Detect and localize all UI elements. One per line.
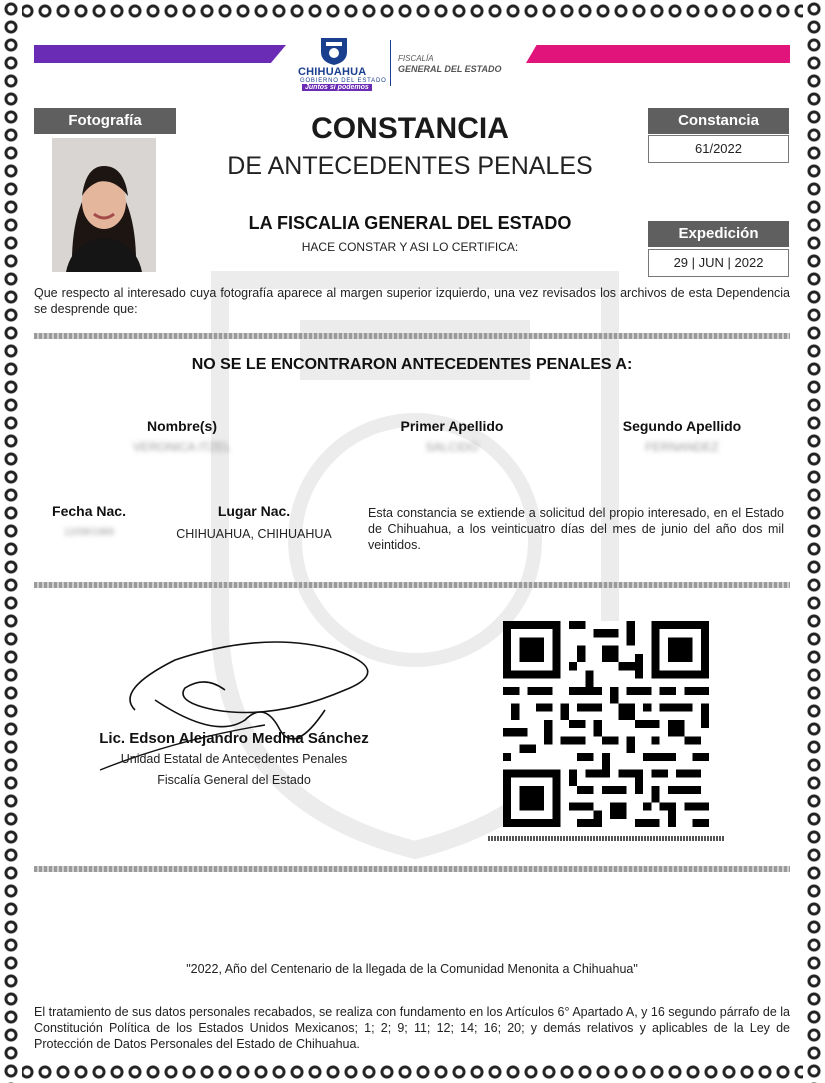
name-value: VERONICA ITZEL xyxy=(132,440,232,454)
certifies-text: HACE CONSTAR Y ASI LO CERTIFICA: xyxy=(301,240,519,254)
result-heading: NO SE LE ENCONTRARON ANTECEDENTES PENALES A: xyxy=(191,356,633,373)
decorative-border-bottom xyxy=(0,1061,825,1083)
second-surname-value: FERNANDEZ xyxy=(645,440,719,454)
constancia-label: Constancia xyxy=(648,108,789,134)
birth-place-value: CHIHUAHUA, CHIHUAHUA xyxy=(176,527,332,541)
logo-state-name: CHIHUAHUA xyxy=(298,66,367,78)
logo-divider xyxy=(390,40,391,86)
logo-slogan: Juntos sí podemos xyxy=(302,84,372,91)
header-purple-bar xyxy=(34,45,286,63)
extension-paragraph: Esta constancia se extiende a solicitud del propio interesado, en el Estado de Chihuahua, a los veinticuatro días del mes de junio del año dos mil veintidos. xyxy=(368,506,784,552)
constancia-number: 61/2022 xyxy=(648,135,789,163)
name-label: Nombre(s) xyxy=(146,418,217,434)
year-motto: "2022, Año del Centenario de la llegada de la Comunidad Menonita a Chihuahua" xyxy=(186,962,638,976)
separator-3 xyxy=(34,866,790,872)
privacy-footer: El tratamiento de sus datos personales recabados, se realiza con fundamento en los Artículos 6° Apartado A, y 16 segundo párrafo de la Constitución Política de los Estados Unidos Mexicanos; 1; 2; 9; 11; 12; 14; 16; 20; y demás relativos y aplicables de la Ley de Protección de Datos Personales del Estado de Chihuahua. xyxy=(34,1005,790,1051)
expedicion-date: 29 | JUN | 2022 xyxy=(648,249,789,277)
separator-1 xyxy=(34,333,790,339)
document-subtitle: DE ANTECEDENTES PENALES xyxy=(227,152,593,180)
first-surname-label: Primer Apellido xyxy=(400,418,504,434)
applicant-portrait-image xyxy=(52,138,156,272)
signatory-name: Lic. Edson Alejandro Medina Sánchez xyxy=(99,730,369,747)
agency-name-line2: GENERAL DEL ESTADO xyxy=(398,64,502,74)
chihuahua-shield-icon xyxy=(318,36,350,66)
header-pink-bar xyxy=(526,45,790,63)
issuer-heading: LA FISCALIA GENERAL DEL ESTADO xyxy=(248,213,572,233)
decorative-border-right xyxy=(803,0,825,1083)
verification-qr-code xyxy=(503,621,709,827)
birth-place-label: Lugar Nac. xyxy=(217,503,291,519)
first-surname-value: SALCIDO xyxy=(425,440,479,454)
agency-name-line1: FISCALÍA xyxy=(398,54,434,63)
signatory-agency: Fiscalía General del Estado xyxy=(157,773,311,787)
separator-2 xyxy=(34,582,790,588)
intro-paragraph: Que respecto al interesado cuya fotografía aparece al margen superior izquierdo, una vez revisados los archivos de esta Dependencia se desprende que: xyxy=(34,286,790,316)
decorative-border-top xyxy=(0,0,825,22)
second-surname-label: Segundo Apellido xyxy=(622,418,742,434)
decorative-border-left xyxy=(0,0,22,1083)
document-title: CONSTANCIA xyxy=(311,112,509,145)
photo-label: Fotografía xyxy=(34,108,176,134)
signatory-unit: Unidad Estatal de Antecedentes Penales xyxy=(120,752,348,766)
qr-verification-string xyxy=(488,836,724,841)
birth-date-value: 12/08/1989 xyxy=(63,527,115,538)
applicant-photo xyxy=(52,138,156,272)
expedicion-label: Expedición xyxy=(648,221,789,247)
logo-state-subtitle: GOBIERNO DEL ESTADO xyxy=(300,78,387,84)
birth-date-label: Fecha Nac. xyxy=(52,503,126,519)
